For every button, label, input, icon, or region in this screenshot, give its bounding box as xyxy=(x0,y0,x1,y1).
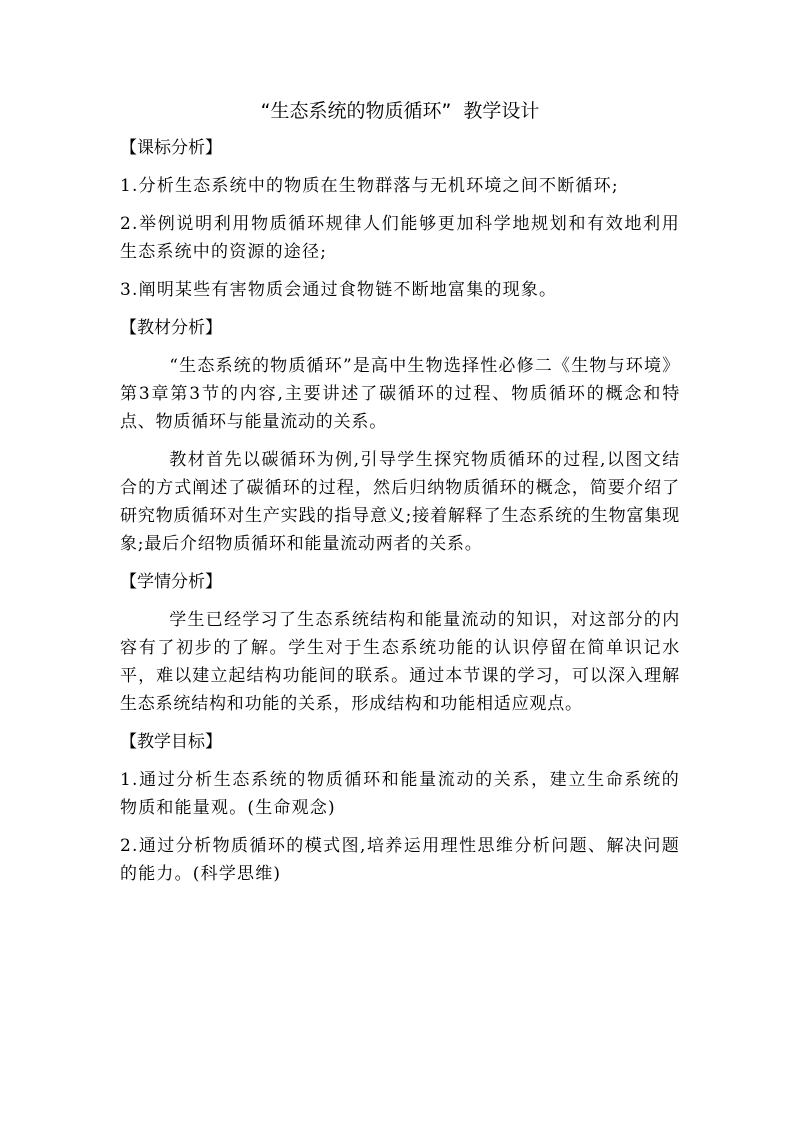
learners-paragraph: 学生已经学习了生态系统结构和能量流动的知识，对这部分的内容有了初步的了解。学生对于生态系统功能的认识停留在简单识记水平，难以建立起结构功能间的联系。通过本节课的学习，可以深入理解生态系统结构和功能的关系，形成结构和功能相适应观点。 xyxy=(120,610,680,714)
curriculum-item: 2.举例说明利用物质循环规律人们能够更加科学地规划和有效地利用生态系统中的资源的途径; xyxy=(120,214,680,262)
curriculum-item: 3.阐明某些有害物质会通过食物链不断地富集的现象。 xyxy=(120,280,558,300)
section-heading-curriculum: 【课标分析】 xyxy=(120,138,222,158)
textbook-paragraph: 教材首先以碳循环为例,引导学生探究物质循环的过程,以图文结合的方式阐述了碳循环的过程，然后归纳物质循环的概念，简要介绍了研究物质循环对生产实践的指导意义;接着解释了生态系统的生物富集现象;最后介绍物质循环和能量流动两者的关系。 xyxy=(120,450,680,554)
textbook-paragraph: “生态系统的物质循环”是高中生物选择性必修二《生物与环境》第3章第3节的内容,主要讲述了碳循环的过程、物质循环的概念和特点、物质循环与能量流动的关系。 xyxy=(120,356,680,432)
section-heading-textbook: 【教材分析】 xyxy=(120,318,222,338)
curriculum-item: 1.分析生态系统中的物质在生物群落与无机环境之间不断循环; xyxy=(120,176,619,196)
objective-item: 2.通过分析物质循环的模式图,培养运用理性思维分析问题、解决问题的能力。(科学思维) xyxy=(120,836,680,884)
section-heading-objectives: 【教学目标】 xyxy=(120,732,222,752)
document-title: “生态系统的物质循环” 教学设计 xyxy=(260,100,540,122)
section-heading-learners: 【学情分析】 xyxy=(120,572,222,592)
objective-item: 1.通过分析生态系统的物质循环和能量流动的关系，建立生命系统的物质和能量观。(生命观念) xyxy=(120,770,680,818)
document-body xyxy=(120,96,680,898)
